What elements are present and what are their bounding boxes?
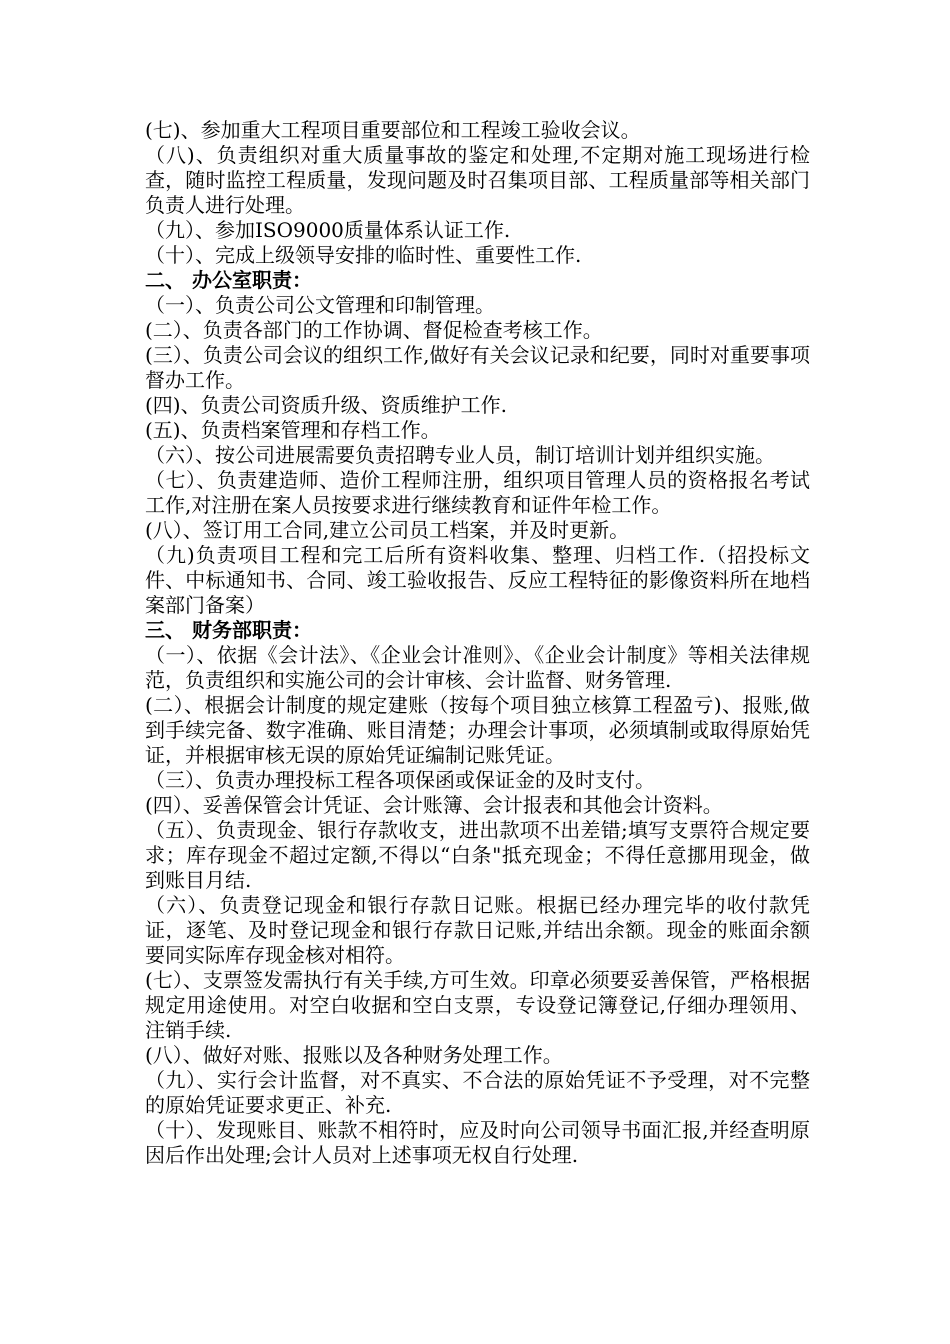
paragraph: (七）、支票签发需执行有关手续,方可生效。印章必须要妥善保管，严格根据规定用途使用。对空白收据和空白支票，专设登记簿登记,仔细办理领用、注销手续.: [145, 968, 810, 1042]
paragraph: (二）、负责各部门的工作协调、督促检查考核工作。: [145, 318, 603, 342]
paragraph: （一）、依据《会计法》、《企业会计准则》、《企业会计制度》等相关法律规范，负责组织和实施公司的会计审核、会计监督、财务管理.: [145, 643, 810, 692]
paragraph: (八）、签订用工合同,建立公司员工档案，并及时更新。: [145, 518, 630, 542]
paragraph: (四）、妥善保管会计凭证、会计账簿、会计报表和其他会计资料。: [145, 793, 723, 817]
paragraph: （五）、负责现金、银行存款收支，进出款项不出差错;填写支票符合规定要求；库存现金不超过定额,不得以“白条"抵充现金；不得任意挪用现金，做到账目月结.: [145, 818, 810, 892]
paragraph: (二）、根据会计制度的规定建账（按每个项目独立核算工程盈亏)、报账,做到手续完备、数字准确、账目清楚；办理会计事项，必须填制或取得原始凭证，并根据审核无误的原始凭证编制记账凭证。: [145, 693, 810, 767]
paragraph: （一）、负责公司公文管理和印制管理。: [145, 293, 495, 317]
paragraph: (五)、负责档案管理和存档工作。: [145, 418, 441, 442]
paragraph: （九)负责项目工程和完工后所有资料收集、整理、归档工作.（招投标文件、中标通知书、合同、竣工验收报告、反应工程特征的影像资料所在地档案部门备案）: [145, 543, 810, 617]
paragraph: （十）、发现账目、账款不相符时，应及时向公司领导书面汇报,并经查明原因后作出处理;会计人员对上述事项无权自行处理.: [145, 1118, 810, 1167]
document-page: [145, 118, 810, 1168]
paragraph: （七）、负责建造师、造价工程师注册，组织项目管理人员的资格报名考试工作,对注册在案人员按要求进行继续教育和证件年检工作。: [145, 468, 810, 517]
paragraph: （六）、按公司进展需要负责招聘专业人员，制订培训计划并组织实施。: [145, 443, 775, 467]
paragraph: (八）、做好对账、报账以及各种财务处理工作。: [145, 1043, 563, 1067]
paragraph: （六）、负责登记现金和银行存款日记账。根据已经办理完毕的收付款凭证，逐笔、及时登记现金和银行存款日记账,并结出余额。现金的账面余额要同实际库存现金核对相符。: [145, 893, 810, 967]
paragraph: （八)、负责组织对重大质量事故的鉴定和处理,不定期对施工现场进行检查，随时监控工程质量，发现问题及时召集项目部、工程质量部等相关部门负责人进行处理。: [145, 143, 810, 217]
paragraph: （九）、参加ISO9000质量体系认证工作.: [145, 218, 511, 242]
paragraph: （九）、实行会计监督，对不真实、不合法的原始凭证不予受理，对不完整的原始凭证要求更正、补充.: [145, 1068, 810, 1117]
paragraph: (三）、负责公司会议的组织工作,做好有关会议记录和纪要，同时对重要事项督办工作。: [145, 343, 810, 392]
paragraph: （十）、完成上级领导安排的临时性、重要性工作.: [145, 243, 582, 267]
paragraph: (四)、负责公司资质升级、资质维护工作.: [145, 393, 507, 417]
paragraph: (七)、参加重大工程项目重要部位和工程竣工验收会议。: [145, 118, 641, 142]
section-heading-office: 二、 办公室职责：: [145, 268, 312, 292]
section-heading-finance: 三、 财务部职责：: [145, 618, 312, 642]
paragraph: （三）、负责办理投标工程各项保函或保证金的及时支付。: [145, 768, 655, 792]
